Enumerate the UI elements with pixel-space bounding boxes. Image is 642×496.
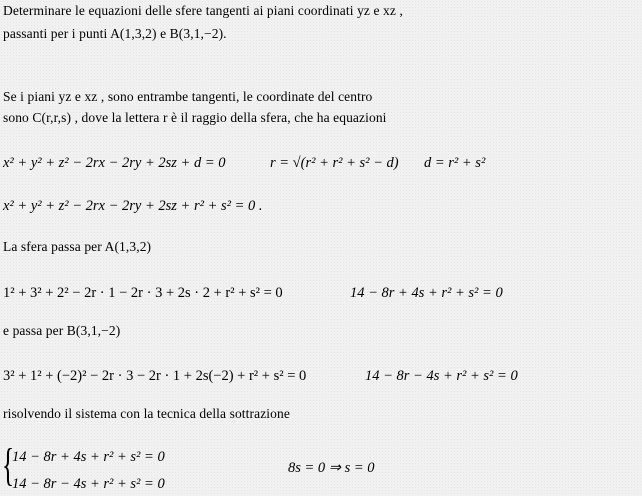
substitution-A: 1² + 3² + 2² − 2r · 1 − 2r · 3 + 2s · 2 + r² + s² = 0 — [3, 285, 283, 301]
radius-formula: r = √(r² + r² + s² − d) — [270, 155, 399, 171]
equation-A: 14 − 8r + 4s + r² + s² = 0 — [350, 285, 503, 301]
pass-through-A-label: La sfera passa per A(1,3,2) — [3, 239, 152, 254]
subtraction-result: 8s = 0 ⇒ s = 0 — [288, 460, 375, 476]
intro-line-2: sono C(r,r,s) , dove la lettera r è il raggio della sfera, che ha equazioni — [3, 110, 387, 125]
problem-line-2: passanti per i punti A(1,3,2) e B(3,1,−2). — [3, 26, 227, 41]
solve-label: risolvendo il sistema con la tecnica della sottrazione — [3, 406, 290, 421]
equation-B: 14 − 8r − 4s + r² + s² = 0 — [365, 368, 518, 384]
intro-line-1: Se i piani yz e xz , sono entrambe tangenti, le coordinate del centro — [3, 89, 373, 104]
sphere-equation: x² + y² + z² − 2rx − 2ry + 2sz + r² + s² = 0 . — [3, 198, 263, 214]
system-brace: { — [2, 439, 15, 490]
system-equation-1: 14 − 8r + 4s + r² + s² = 0 — [12, 449, 165, 465]
system-equation-2: 14 − 8r − 4s + r² + s² = 0 — [12, 476, 165, 492]
d-formula: d = r² + s² — [424, 155, 486, 171]
problem-line-1: Determinare le equazioni delle sfere tangenti ai piani coordinati yz e xz , — [3, 3, 403, 18]
general-sphere-equation: x² + y² + z² − 2rx − 2ry + 2sz + d = 0 — [3, 155, 226, 171]
substitution-B: 3² + 1² + (−2)² − 2r · 3 − 2r · 1 + 2s(−2) + r² + s² = 0 — [3, 368, 307, 384]
pass-through-B-label: e passa per B(3,1,−2) — [3, 323, 121, 338]
